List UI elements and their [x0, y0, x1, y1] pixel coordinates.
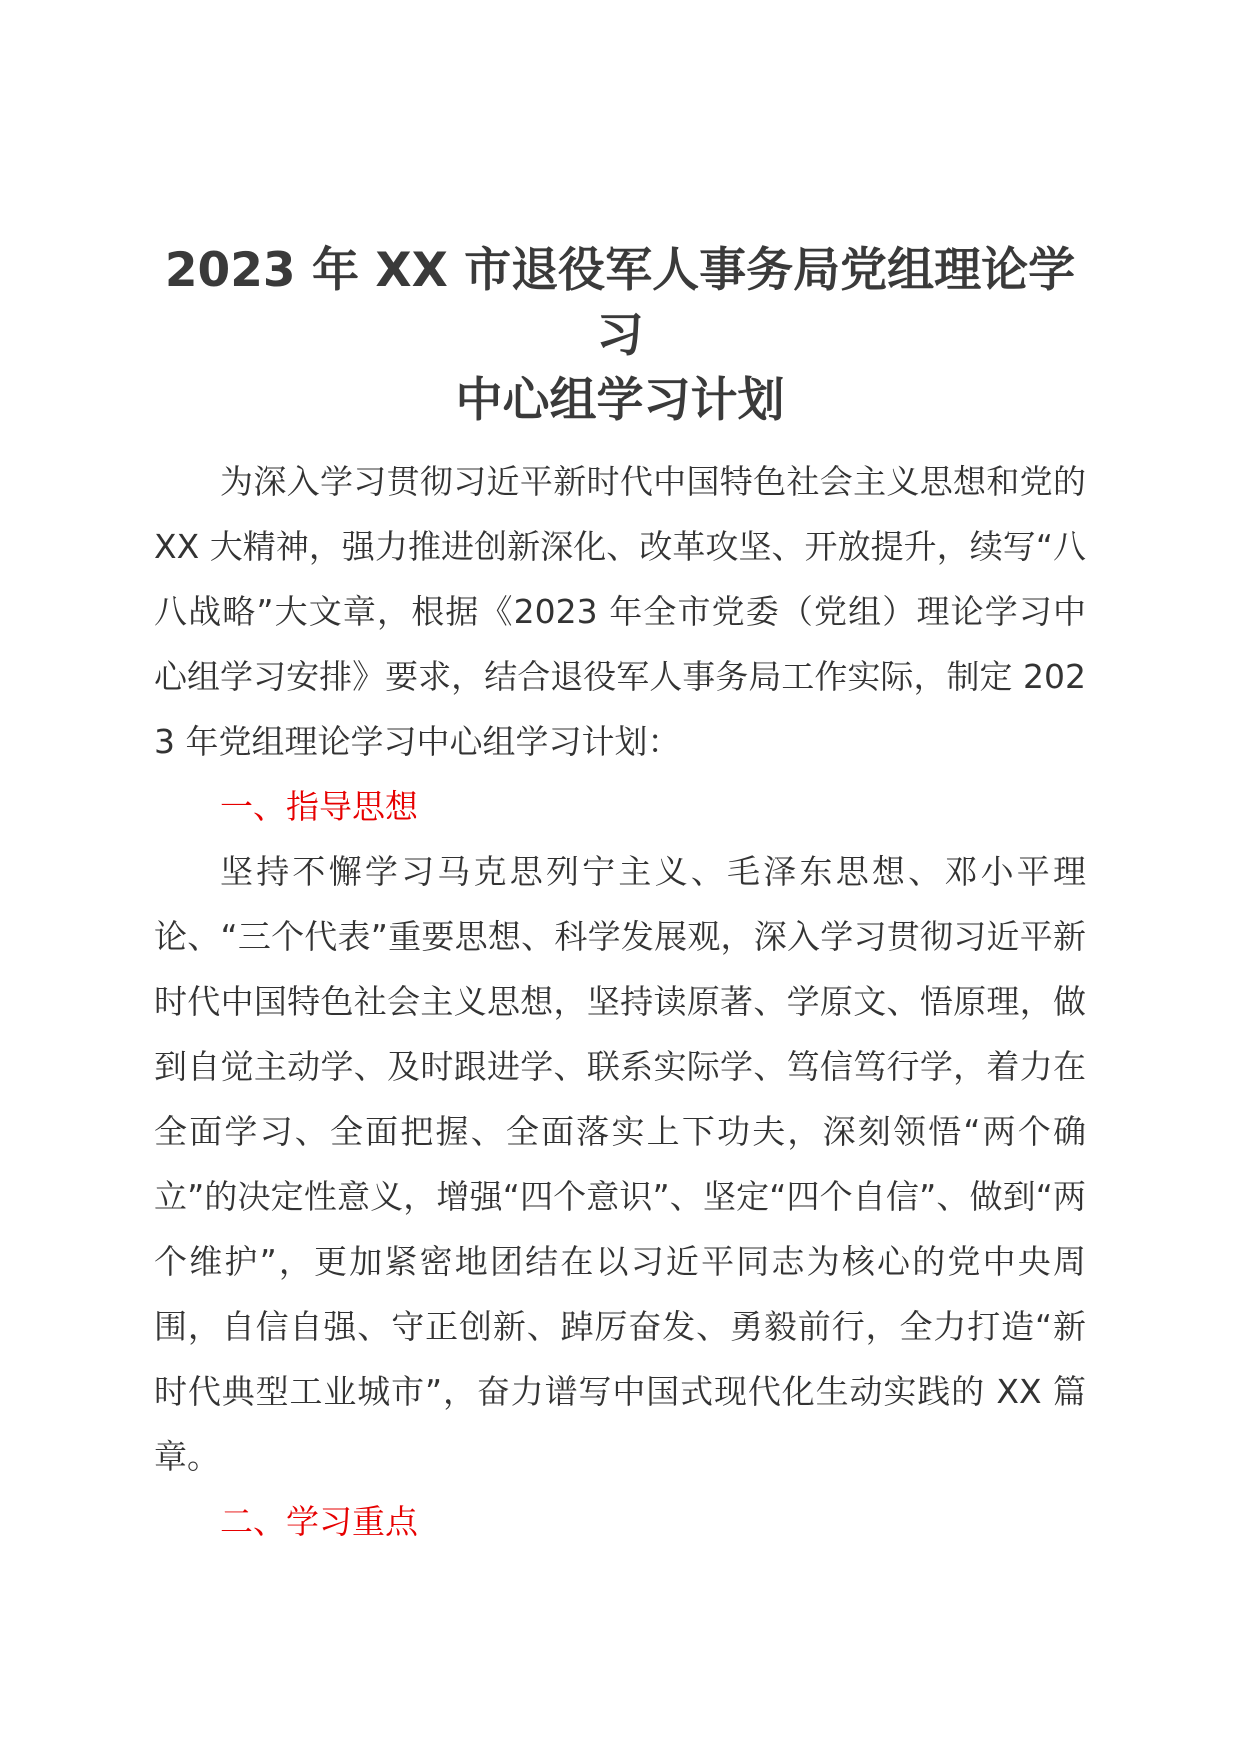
title-line-1: 2023 年 XX 市退役军人事务局党组理论学习 [164, 243, 1076, 363]
document-body [154, 238, 1086, 1554]
title-line-2: 中心组学习计划 [455, 373, 785, 428]
document-title [154, 238, 1086, 433]
intro-paragraph: 为深入学习贯彻习近平新时代中国特色社会主义思想和党的 XX 大精神，强力推进创新深化、改革攻坚、开放提升，续写“八八战略”大文章，根据《2023 年全市党委（党组）理论学习中心组学习安排》要求，结合退役军人事务局工作实际，制定 2023 年党组理论学习中心组学习计划： [154, 462, 1086, 761]
title-spacer [154, 433, 1086, 449]
section-heading-guiding-thought: 一、指导思想 [220, 787, 418, 826]
section-heading-study-focus: 二、学习重点 [220, 1502, 418, 1541]
guiding-thought-paragraph: 坚持不懈学习马克思列宁主义、毛泽东思想、邓小平理论、“三个代表”重要思想、科学发展观，深入学习贯彻习近平新时代中国特色社会主义思想，坚持读原著、学原文、悟原理，做到自觉主动学、及时跟进学、联系实际学、笃信笃行学，着力在全面学习、全面把握、全面落实上下功夫，深刻领悟“两个确立”的决定性意义，增强“四个意识”、坚定“四个自信”、做到“两个维护”，更加紧密地团结在以习近平同志为核心的党中央周围，自信自强、守正创新、踔厉奋发、勇毅前行，全力打造“新时代典型工业城市”，奋力谱写中国式现代化生动实践的 XX 篇章。 [154, 852, 1086, 1476]
